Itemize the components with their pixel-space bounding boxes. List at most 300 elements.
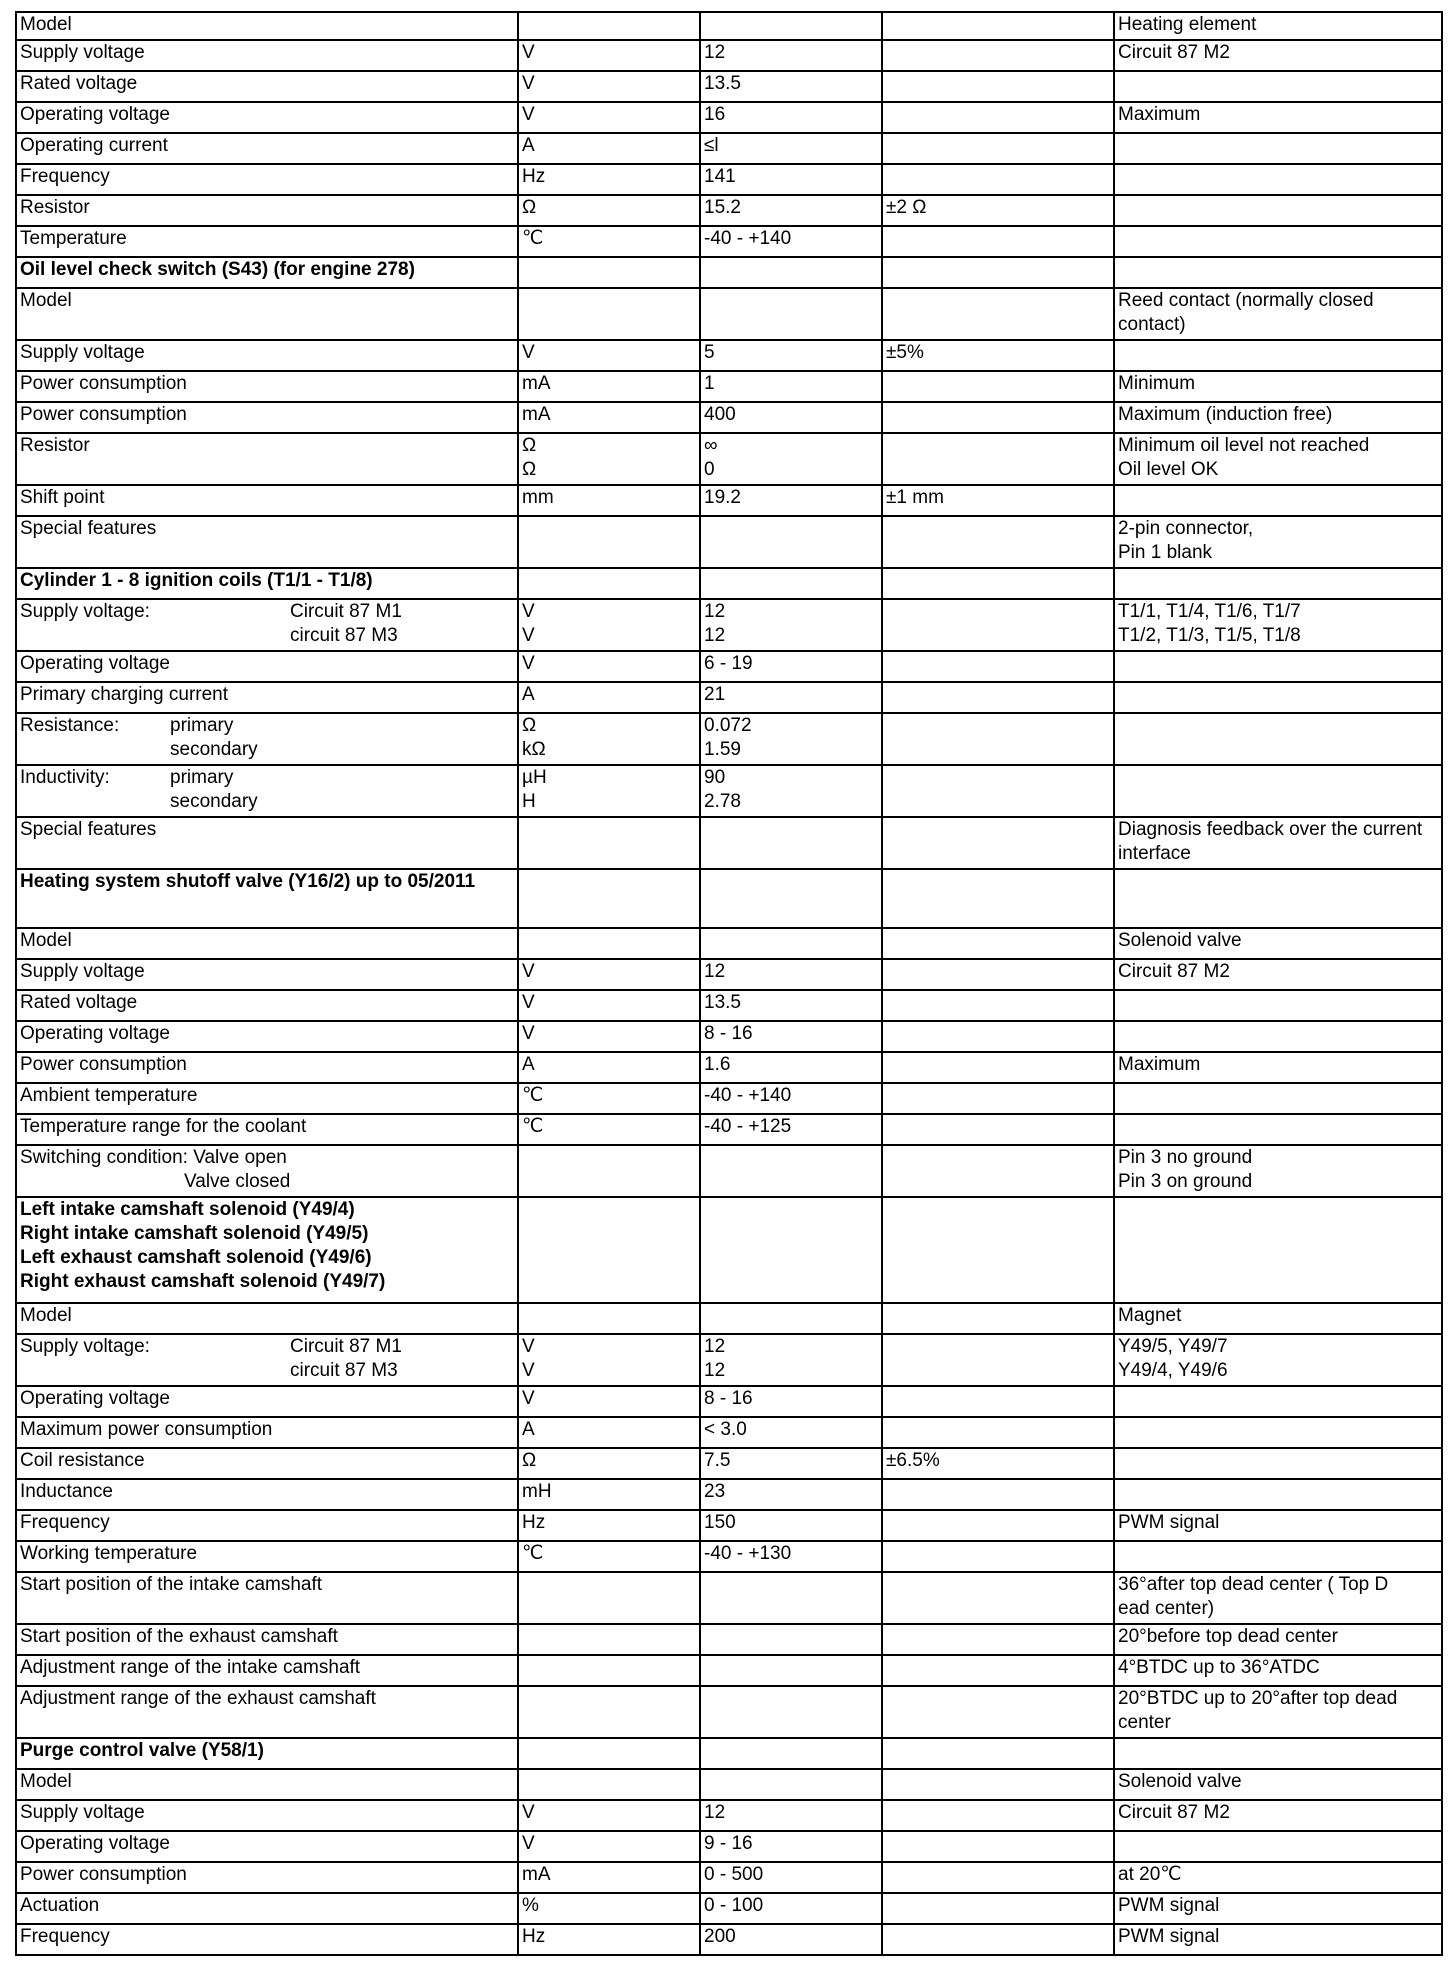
note-cell: Solenoid valve — [1114, 928, 1442, 959]
value-cell: 8 - 16 — [700, 1021, 882, 1052]
tolerance-cell — [882, 402, 1114, 433]
note-cell: Y49/5, Y49/7 Y49/4, Y49/6 — [1114, 1334, 1442, 1386]
section-row — [16, 869, 1442, 928]
note-cell — [1114, 485, 1442, 516]
value-cell: 21 — [700, 682, 882, 713]
note-cell: Maximum — [1114, 1052, 1442, 1083]
note-cell — [1114, 133, 1442, 164]
value-cell: 0 - 100 — [700, 1893, 882, 1924]
tolerance-cell — [882, 713, 1114, 765]
note-cell — [1114, 713, 1442, 765]
table-row — [16, 1021, 1442, 1052]
empty-cell — [882, 257, 1114, 288]
parameter-cell: Model — [16, 12, 518, 40]
tolerance-cell — [882, 682, 1114, 713]
table-row — [16, 433, 1442, 485]
value-cell: 12 — [700, 1800, 882, 1831]
value-cell: 12 — [700, 40, 882, 71]
table-row — [16, 1686, 1442, 1738]
unit-cell: Hz — [518, 164, 700, 195]
value-cell: 0.072 1.59 — [700, 713, 882, 765]
value-cell: < 3.0 — [700, 1417, 882, 1448]
table-row — [16, 1624, 1442, 1655]
value-cell: 200 — [700, 1924, 882, 1955]
value-cell — [700, 12, 882, 40]
unit-cell: ℃ — [518, 1541, 700, 1572]
tolerance-cell — [882, 1083, 1114, 1114]
unit-cell: Ω kΩ — [518, 713, 700, 765]
tolerance-cell — [882, 1541, 1114, 1572]
note-cell: 4°BTDC up to 36°ATDC — [1114, 1655, 1442, 1686]
table-row — [16, 371, 1442, 402]
table-row — [16, 1541, 1442, 1572]
table-row — [16, 1862, 1442, 1893]
value-cell: 13.5 — [700, 71, 882, 102]
tolerance-cell: ±6.5% — [882, 1448, 1114, 1479]
tolerance-cell — [882, 1624, 1114, 1655]
unit-cell: V — [518, 1800, 700, 1831]
unit-cell: A — [518, 682, 700, 713]
parameter-label: Inductivity: — [20, 767, 110, 788]
table-row — [16, 1924, 1442, 1955]
table-row — [16, 1334, 1442, 1386]
note-cell — [1114, 164, 1442, 195]
parameter-cell: Ambient temperature — [16, 1083, 518, 1114]
tolerance-cell: ±1 mm — [882, 485, 1114, 516]
tolerance-cell — [882, 1303, 1114, 1334]
parameter-sublabel: circuit 87 M3 — [290, 1360, 398, 1381]
unit-cell — [518, 928, 700, 959]
note-cell: Diagnosis feedback over the current interface — [1114, 817, 1442, 869]
tolerance-cell — [882, 516, 1114, 568]
empty-cell — [882, 1197, 1114, 1303]
parameter-cell: Model — [16, 1303, 518, 1334]
parameter-sublabel: secondary — [170, 791, 258, 812]
empty-cell — [1114, 1738, 1442, 1769]
note-cell — [1114, 226, 1442, 257]
parameter-cell: Resistor — [16, 433, 518, 485]
parameter-cell: Maximum power consumption — [16, 1417, 518, 1448]
table-row — [16, 1655, 1442, 1686]
tolerance-cell — [882, 1114, 1114, 1145]
empty-cell — [518, 1738, 700, 1769]
note-cell — [1114, 1021, 1442, 1052]
table-row — [16, 765, 1442, 817]
tolerance-cell — [882, 1145, 1114, 1197]
table-row — [16, 928, 1442, 959]
unit-cell: V — [518, 1021, 700, 1052]
note-cell — [1114, 1417, 1442, 1448]
note-cell — [1114, 1831, 1442, 1862]
parameter-cell: Rated voltage — [16, 71, 518, 102]
spec-table — [15, 11, 1443, 1956]
unit-cell: Ω — [518, 195, 700, 226]
unit-cell — [518, 1572, 700, 1624]
value-cell: 9 - 16 — [700, 1831, 882, 1862]
unit-cell: V V — [518, 599, 700, 651]
parameter-cell: Inductance — [16, 1479, 518, 1510]
tolerance-cell — [882, 1417, 1114, 1448]
tolerance-cell — [882, 71, 1114, 102]
parameter-sublabel: Circuit 87 M1 — [290, 1336, 402, 1357]
parameter-label: Supply voltage: — [20, 601, 150, 622]
value-cell — [700, 1769, 882, 1800]
tolerance-cell — [882, 1510, 1114, 1541]
unit-cell: µH H — [518, 765, 700, 817]
tolerance-cell — [882, 651, 1114, 682]
empty-cell — [1114, 257, 1442, 288]
table-row — [16, 133, 1442, 164]
unit-cell: A — [518, 1417, 700, 1448]
unit-cell: V — [518, 102, 700, 133]
unit-cell: Ω — [518, 1448, 700, 1479]
table-row — [16, 713, 1442, 765]
parameter-cell: Frequency — [16, 1510, 518, 1541]
note-cell: T1/1, T1/4, T1/6, T1/7 T1/2, T1/3, T1/5, T1/8 — [1114, 599, 1442, 651]
note-cell: Minimum oil level not reached Oil level OK — [1114, 433, 1442, 485]
parameter-cell: Supply voltage — [16, 340, 518, 371]
unit-cell — [518, 1655, 700, 1686]
tolerance-cell — [882, 1386, 1114, 1417]
section-title: Oil level check switch (S43) (for engine 278) — [16, 257, 518, 288]
note-cell: Reed contact (normally closed contact) — [1114, 288, 1442, 340]
unit-cell: V — [518, 1386, 700, 1417]
table-row — [16, 1145, 1442, 1197]
table-row — [16, 1083, 1442, 1114]
parameter-cell — [16, 1334, 518, 1386]
value-cell: 5 — [700, 340, 882, 371]
parameter-sublabels — [190, 1335, 402, 1383]
note-cell — [1114, 1541, 1442, 1572]
unit-cell: Ω Ω — [518, 433, 700, 485]
unit-cell: mm — [518, 485, 700, 516]
table-row — [16, 1831, 1442, 1862]
table-row — [16, 485, 1442, 516]
note-cell — [1114, 340, 1442, 371]
parameter-cell — [16, 1145, 518, 1197]
table-row — [16, 516, 1442, 568]
unit-cell: V — [518, 71, 700, 102]
unit-cell — [518, 1624, 700, 1655]
empty-cell — [700, 257, 882, 288]
value-cell: 8 - 16 — [700, 1386, 882, 1417]
value-cell: 90 2.78 — [700, 765, 882, 817]
unit-cell: V — [518, 990, 700, 1021]
parameter-cell: Actuation — [16, 1893, 518, 1924]
empty-cell — [882, 1738, 1114, 1769]
table-row — [16, 1114, 1442, 1145]
value-cell — [700, 1303, 882, 1334]
parameter-cell: Operating voltage — [16, 1021, 518, 1052]
section-title: Cylinder 1 - 8 ignition coils (T1/1 - T1/8) — [16, 568, 518, 599]
parameter-cell: Operating voltage — [16, 1831, 518, 1862]
empty-cell — [700, 568, 882, 599]
note-cell: Maximum (induction free) — [1114, 402, 1442, 433]
table-row — [16, 40, 1442, 71]
section-row — [16, 1738, 1442, 1769]
value-cell: ≤l — [700, 133, 882, 164]
empty-cell — [518, 1197, 700, 1303]
table-row — [16, 226, 1442, 257]
tolerance-cell — [882, 765, 1114, 817]
parameter-cell: Coil resistance — [16, 1448, 518, 1479]
table-row — [16, 288, 1442, 340]
tolerance-cell — [882, 1021, 1114, 1052]
value-cell — [700, 1572, 882, 1624]
parameter-cell: Adjustment range of the exhaust camshaft — [16, 1686, 518, 1738]
unit-cell: mA — [518, 402, 700, 433]
table-row — [16, 1769, 1442, 1800]
parameter-cell: Special features — [16, 516, 518, 568]
parameter-cell: Primary charging current — [16, 682, 518, 713]
table-row — [16, 1303, 1442, 1334]
note-cell: PWM signal — [1114, 1893, 1442, 1924]
table-row — [16, 682, 1442, 713]
parameter-cell: Power consumption — [16, 1052, 518, 1083]
empty-cell — [700, 1738, 882, 1769]
note-cell: 20°BTDC up to 20°after top dead center — [1114, 1686, 1442, 1738]
parameter-cell: Frequency — [16, 164, 518, 195]
unit-cell: mH — [518, 1479, 700, 1510]
unit-cell: V — [518, 1831, 700, 1862]
table-row — [16, 71, 1442, 102]
table-row — [16, 599, 1442, 651]
note-cell: 2-pin connector, Pin 1 blank — [1114, 516, 1442, 568]
tolerance-cell — [882, 1052, 1114, 1083]
value-cell: 16 — [700, 102, 882, 133]
parameter-sublabel: secondary — [170, 739, 258, 760]
unit-cell: V V — [518, 1334, 700, 1386]
parameter-cell: Working temperature — [16, 1541, 518, 1572]
note-cell: at 20℃ — [1114, 1862, 1442, 1893]
note-cell: Circuit 87 M2 — [1114, 1800, 1442, 1831]
note-cell: Circuit 87 M2 — [1114, 959, 1442, 990]
table-row — [16, 1448, 1442, 1479]
parameter-cell: Shift point — [16, 485, 518, 516]
tolerance-cell — [882, 1831, 1114, 1862]
parameter-sublabels — [170, 714, 258, 762]
unit-cell: % — [518, 1893, 700, 1924]
tolerance-cell — [882, 133, 1114, 164]
parameter-cell: Frequency — [16, 1924, 518, 1955]
section-title: Left intake camshaft solenoid (Y49/4) Right intake camshaft solenoid (Y49/5) Left exhaust camshaft solenoid (Y49/6) Right exhaust camshaft solenoid (Y49/7) — [16, 1197, 518, 1303]
table-row — [16, 1052, 1442, 1083]
parameter-label: Switching condition: Valve open — [20, 1147, 287, 1168]
value-cell — [700, 1624, 882, 1655]
section-row — [16, 568, 1442, 599]
unit-cell: V — [518, 959, 700, 990]
table-row — [16, 1572, 1442, 1624]
value-cell: 19.2 — [700, 485, 882, 516]
empty-cell — [700, 869, 882, 928]
empty-cell — [882, 568, 1114, 599]
tolerance-cell: ±2 Ω — [882, 195, 1114, 226]
parameter-cell: Model — [16, 928, 518, 959]
unit-cell — [518, 1145, 700, 1197]
note-cell: Magnet — [1114, 1303, 1442, 1334]
tolerance-cell — [882, 226, 1114, 257]
parameter-cell — [16, 713, 518, 765]
tolerance-cell — [882, 990, 1114, 1021]
value-cell: 400 — [700, 402, 882, 433]
tolerance-cell — [882, 1800, 1114, 1831]
unit-cell: mA — [518, 371, 700, 402]
unit-cell: Hz — [518, 1510, 700, 1541]
unit-cell — [518, 817, 700, 869]
value-cell: 6 - 19 — [700, 651, 882, 682]
parameter-cell: Supply voltage — [16, 959, 518, 990]
value-cell: -40 - +125 — [700, 1114, 882, 1145]
parameter-cell: Operating voltage — [16, 102, 518, 133]
parameter-cell: Power consumption — [16, 371, 518, 402]
parameter-cell: Operating voltage — [16, 651, 518, 682]
empty-cell — [518, 568, 700, 599]
unit-cell: V — [518, 651, 700, 682]
parameter-cell — [16, 765, 518, 817]
value-cell: 0 - 500 — [700, 1862, 882, 1893]
tolerance-cell — [882, 1893, 1114, 1924]
value-cell — [700, 1655, 882, 1686]
section-title: Heating system shutoff valve (Y16/2) up to 05/2011 — [16, 869, 518, 928]
section-row — [16, 257, 1442, 288]
value-cell: -40 - +130 — [700, 1541, 882, 1572]
tolerance-cell — [882, 164, 1114, 195]
parameter-cell: Model — [16, 1769, 518, 1800]
note-cell — [1114, 1114, 1442, 1145]
value-cell — [700, 1686, 882, 1738]
unit-cell — [518, 1686, 700, 1738]
unit-cell: A — [518, 133, 700, 164]
note-cell: Pin 3 no ground Pin 3 on ground — [1114, 1145, 1442, 1197]
value-cell: 12 12 — [700, 599, 882, 651]
table-row — [16, 402, 1442, 433]
table-row — [16, 1893, 1442, 1924]
unit-cell: V — [518, 340, 700, 371]
value-cell — [700, 288, 882, 340]
table-row — [16, 959, 1442, 990]
value-cell: 1.6 — [700, 1052, 882, 1083]
note-cell: PWM signal — [1114, 1510, 1442, 1541]
value-cell: 13.5 — [700, 990, 882, 1021]
parameter-sublabels — [190, 600, 402, 648]
parameter-cell: Start position of the exhaust camshaft — [16, 1624, 518, 1655]
table-row — [16, 1510, 1442, 1541]
empty-cell — [1114, 568, 1442, 599]
value-cell: -40 - +140 — [700, 226, 882, 257]
unit-cell: mA — [518, 1862, 700, 1893]
parameter-sublabel: Valve closed — [184, 1171, 291, 1192]
parameter-cell: Rated voltage — [16, 990, 518, 1021]
value-cell: 1 — [700, 371, 882, 402]
table-row — [16, 651, 1442, 682]
tolerance-cell — [882, 817, 1114, 869]
tolerance-cell — [882, 1686, 1114, 1738]
parameter-cell: Power consumption — [16, 402, 518, 433]
tolerance-cell — [882, 102, 1114, 133]
unit-cell: V — [518, 40, 700, 71]
note-cell: Solenoid valve — [1114, 1769, 1442, 1800]
empty-cell — [518, 869, 700, 928]
tolerance-cell — [882, 928, 1114, 959]
value-cell — [700, 516, 882, 568]
note-cell — [1114, 765, 1442, 817]
unit-cell — [518, 1769, 700, 1800]
note-cell: Circuit 87 M2 — [1114, 40, 1442, 71]
parameter-cell: Model — [16, 288, 518, 340]
empty-cell — [518, 257, 700, 288]
parameter-cell: Temperature — [16, 226, 518, 257]
tolerance-cell — [882, 1334, 1114, 1386]
parameter-cell: Supply voltage — [16, 1800, 518, 1831]
unit-cell: A — [518, 1052, 700, 1083]
note-cell — [1114, 71, 1442, 102]
value-cell: 7.5 — [700, 1448, 882, 1479]
tolerance-cell — [882, 433, 1114, 485]
parameter-cell: Supply voltage — [16, 40, 518, 71]
tolerance-cell — [882, 40, 1114, 71]
note-cell — [1114, 682, 1442, 713]
unit-cell — [518, 516, 700, 568]
tolerance-cell — [882, 1572, 1114, 1624]
value-cell: 23 — [700, 1479, 882, 1510]
note-cell: Maximum — [1114, 102, 1442, 133]
value-cell — [700, 1145, 882, 1197]
value-cell: ∞ 0 — [700, 433, 882, 485]
table-row — [16, 1417, 1442, 1448]
table-row — [16, 164, 1442, 195]
unit-cell — [518, 1303, 700, 1334]
unit-cell: ℃ — [518, 1114, 700, 1145]
note-cell: 20°before top dead center — [1114, 1624, 1442, 1655]
parameter-sublabel: primary — [170, 767, 234, 788]
tolerance-cell — [882, 599, 1114, 651]
table-row — [16, 340, 1442, 371]
value-cell — [700, 817, 882, 869]
tolerance-cell — [882, 288, 1114, 340]
table-row — [16, 817, 1442, 869]
unit-cell: ℃ — [518, 226, 700, 257]
parameter-cell: Operating current — [16, 133, 518, 164]
section-title: Purge control valve (Y58/1) — [16, 1738, 518, 1769]
table-row — [16, 1479, 1442, 1510]
table-row — [16, 1386, 1442, 1417]
section-row — [16, 1197, 1442, 1303]
note-cell — [1114, 990, 1442, 1021]
parameter-cell: Adjustment range of the intake camshaft — [16, 1655, 518, 1686]
note-cell — [1114, 1083, 1442, 1114]
table-row — [16, 102, 1442, 133]
parameter-label: Resistance: — [20, 715, 120, 736]
unit-cell: Hz — [518, 1924, 700, 1955]
parameter-sublabel: circuit 87 M3 — [290, 625, 398, 646]
value-cell — [700, 928, 882, 959]
tolerance-cell — [882, 1924, 1114, 1955]
unit-cell — [518, 12, 700, 40]
value-cell: 141 — [700, 164, 882, 195]
note-cell — [1114, 651, 1442, 682]
tolerance-cell: ±5% — [882, 340, 1114, 371]
empty-cell — [1114, 869, 1442, 928]
unit-cell: ℃ — [518, 1083, 700, 1114]
note-cell: Heating element — [1114, 12, 1442, 40]
empty-cell — [882, 869, 1114, 928]
value-cell: 15.2 — [700, 195, 882, 226]
parameter-cell: Power consumption — [16, 1862, 518, 1893]
empty-cell — [1114, 1197, 1442, 1303]
tolerance-cell — [882, 959, 1114, 990]
tolerance-cell — [882, 1479, 1114, 1510]
value-cell: 150 — [700, 1510, 882, 1541]
